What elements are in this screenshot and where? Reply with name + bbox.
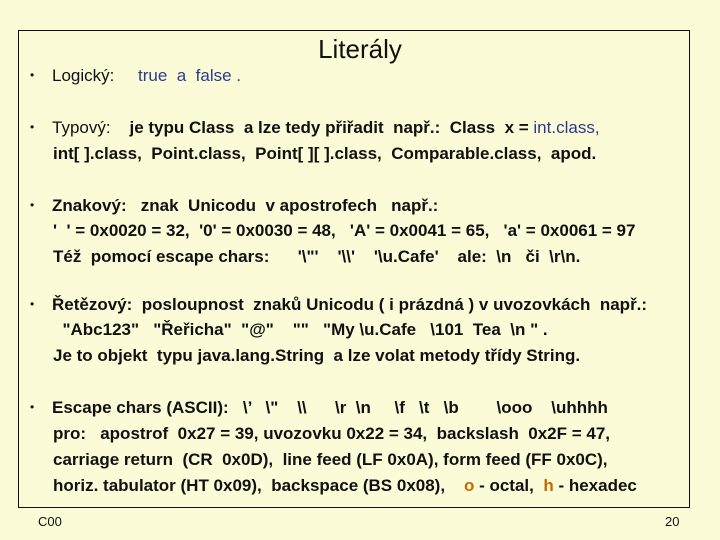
char-literal-item xyxy=(30,196,438,216)
octal-text: - octal, xyxy=(474,476,544,495)
string-line-1: Řetězový: posloupnost znaků Unicodu ( i prázdná ) v uvozovkách např.: xyxy=(52,295,648,314)
escape-line-4 xyxy=(53,476,637,496)
escape-line-2: pro: apostrof 0x27 = 39, uvozovku 0x22 = 34, backslash 0x2F = 47, xyxy=(53,424,611,443)
logical-values: true a false . xyxy=(138,66,241,85)
bullet: • xyxy=(30,198,35,212)
hex-letter: h xyxy=(543,476,554,495)
char-line-3: Též pomocí escape chars: '\"' '\\' '\u.Cafe' ale: \n či \r\n. xyxy=(53,247,581,266)
logical-label: Logický: xyxy=(52,66,115,85)
typed-label: Typový: xyxy=(52,118,111,137)
octal-letter: o xyxy=(463,476,475,495)
string-line-3: Je to objekt typu java.lang.String a lze volat metody třídy String. xyxy=(53,346,581,365)
bullet: • xyxy=(30,400,35,414)
footer-left: C00 xyxy=(38,514,62,529)
typed-line-2: int[ ].class, Point.class, Point[ ][ ].class, Comparable.class, apod. xyxy=(53,144,597,163)
page-number: 20 xyxy=(665,514,680,529)
string-line-2: "Abc123" "Řeřicha" "@" "" "My \u.Cafe \101 Tea \n " . xyxy=(53,320,548,339)
bullet: • xyxy=(30,297,35,311)
char-line-1: Znakový: znak Unicodu v apostrofech např.: xyxy=(52,196,439,215)
char-line-2: ' ' = 0x0020 = 32, '0' = 0x0030 = 48, 'A' = 0x0041 = 65, 'a' = 0x0061 = 97 xyxy=(53,221,636,240)
logical-literal-item xyxy=(30,66,241,86)
string-literal-item xyxy=(30,295,647,315)
bullet: • xyxy=(30,68,35,82)
slide-title: Literály xyxy=(318,34,402,64)
typed-text: je typu Class a lze tedy přiřadit např.: Class x = xyxy=(129,118,534,137)
escape-literal-item xyxy=(30,398,608,418)
bullet: • xyxy=(30,120,35,134)
hex-text: - hexadec xyxy=(553,476,637,495)
escape-line-1: Escape chars (ASCII): \’ \" \\ \r \n \f \t \b \ooo \uhhhh xyxy=(52,398,608,417)
escape-line-3: carriage return (CR 0x0D), line feed (LF 0x0A), form feed (FF 0x0C), xyxy=(53,450,608,469)
escape-line-4-text: horiz. tabulator (HT 0x09), backspace (BS 0x08), xyxy=(53,476,464,495)
typed-value: int.class, xyxy=(533,118,600,137)
typed-literal-item xyxy=(30,118,600,138)
